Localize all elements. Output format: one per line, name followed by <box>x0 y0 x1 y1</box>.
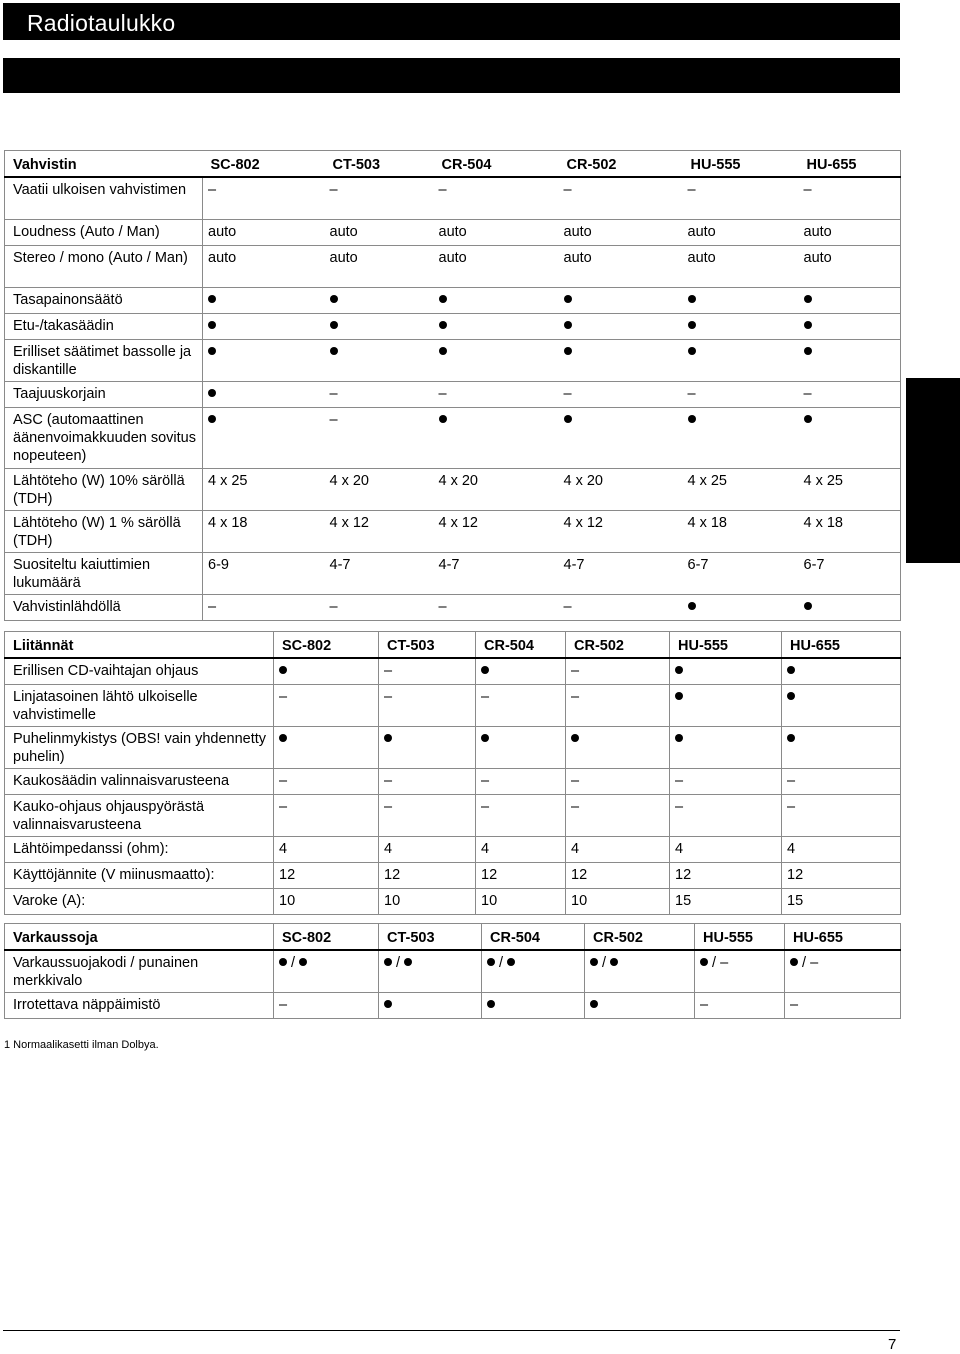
model-column-header: HU-555 <box>683 151 799 178</box>
table-row <box>5 287 901 313</box>
row-value <box>799 594 901 620</box>
row-value <box>683 339 799 381</box>
feature-dot-icon <box>590 958 598 966</box>
row-value: 15 <box>670 888 782 914</box>
row-value: – <box>325 407 434 468</box>
table-row <box>5 219 901 245</box>
row-value <box>325 287 434 313</box>
feature-dot-icon <box>299 958 307 966</box>
row-value: 4-7 <box>325 552 434 594</box>
feature-dot-icon <box>481 734 489 742</box>
feature-dot-icon <box>675 734 683 742</box>
row-value: 4 <box>274 836 379 862</box>
row-value: / <box>379 950 482 993</box>
feature-dot-icon <box>688 295 696 303</box>
anti-theft-table <box>4 923 901 1019</box>
row-label: Etu-/takasäädin <box>5 313 203 339</box>
row-value <box>683 313 799 339</box>
row-value: – <box>799 381 901 407</box>
row-value: auto <box>203 245 325 287</box>
row-value: 4 x 20 <box>434 468 559 510</box>
row-value: 10 <box>566 888 670 914</box>
row-label: Kauko-ohjaus ohjauspyörästä valinnaisvarusteena <box>5 794 274 836</box>
row-value: – <box>379 794 476 836</box>
row-value <box>670 658 782 684</box>
feature-dot-icon <box>208 347 216 355</box>
row-value: – <box>274 768 379 794</box>
row-label: Lähtöteho (W) 1 % säröllä (TDH) <box>5 510 203 552</box>
row-value: 4 <box>379 836 476 862</box>
feature-dot-icon <box>787 692 795 700</box>
feature-dot-icon <box>384 958 392 966</box>
row-value: 4 <box>782 836 901 862</box>
table-row <box>5 245 901 287</box>
row-value: 12 <box>379 862 476 888</box>
row-value: – <box>566 768 670 794</box>
table-row <box>5 510 901 552</box>
row-value: auto <box>434 245 559 287</box>
row-value: – <box>274 794 379 836</box>
row-value <box>325 313 434 339</box>
table-row <box>5 658 901 684</box>
feature-dot-icon <box>787 734 795 742</box>
row-value <box>683 287 799 313</box>
row-value: – <box>785 993 901 1019</box>
row-value: – <box>476 768 566 794</box>
row-value <box>683 407 799 468</box>
row-value: – <box>695 993 785 1019</box>
row-label: Puhelinmykistys (OBS! vain yhdennetty puhelin) <box>5 726 274 768</box>
header-band <box>3 58 900 93</box>
row-value: – <box>782 794 901 836</box>
row-value <box>799 339 901 381</box>
feature-dot-icon <box>688 602 696 610</box>
row-value: / <box>482 950 585 993</box>
row-value: 4 <box>670 836 782 862</box>
feature-dot-icon <box>564 415 572 423</box>
row-value <box>559 339 683 381</box>
feature-dot-icon <box>804 321 812 329</box>
row-label: Linjatasoinen lähtö ulkoiselle vahvistimelle <box>5 684 274 726</box>
model-column-header: CT-503 <box>325 151 434 178</box>
row-value: auto <box>683 219 799 245</box>
feature-dot-icon <box>564 295 572 303</box>
feature-dot-icon <box>279 666 287 674</box>
feature-dot-icon <box>688 347 696 355</box>
feature-dot-icon <box>439 347 447 355</box>
row-label: Varkaussuojakodi / punainen merkkivalo <box>5 950 274 993</box>
row-value <box>325 339 434 381</box>
table-row <box>5 862 901 888</box>
row-value: 4 x 18 <box>799 510 901 552</box>
row-value <box>670 684 782 726</box>
row-value: 15 <box>782 888 901 914</box>
table-row <box>5 407 901 468</box>
feature-dot-icon <box>439 415 447 423</box>
feature-dot-icon <box>384 734 392 742</box>
row-value: 10 <box>379 888 476 914</box>
row-value <box>585 993 695 1019</box>
table-header-row <box>5 632 901 659</box>
feature-dot-icon <box>330 347 338 355</box>
feature-dot-icon <box>675 692 683 700</box>
table-row <box>5 768 901 794</box>
row-value <box>434 339 559 381</box>
feature-dot-icon <box>804 602 812 610</box>
feature-dot-icon <box>564 321 572 329</box>
feature-dot-icon <box>804 415 812 423</box>
table-row <box>5 993 901 1019</box>
table-row <box>5 381 901 407</box>
row-value: 4 x 18 <box>683 510 799 552</box>
row-value: – <box>566 684 670 726</box>
row-label: Vahvistinlähdöllä <box>5 594 203 620</box>
row-value <box>559 287 683 313</box>
row-value: 6-9 <box>203 552 325 594</box>
feature-dot-icon <box>330 295 338 303</box>
table-row <box>5 552 901 594</box>
model-column-header: HU-555 <box>695 924 785 951</box>
row-value <box>203 339 325 381</box>
row-value <box>559 407 683 468</box>
row-value <box>683 594 799 620</box>
row-value: / <box>274 950 379 993</box>
section-side-tab <box>906 378 960 563</box>
model-column-header: CR-502 <box>566 632 670 659</box>
row-value <box>559 313 683 339</box>
model-column-header: CR-502 <box>585 924 695 951</box>
row-value: – <box>476 684 566 726</box>
row-value <box>203 381 325 407</box>
row-value: – <box>274 993 379 1019</box>
row-value: – <box>559 177 683 219</box>
row-value: / – <box>695 950 785 993</box>
row-value <box>782 684 901 726</box>
row-label: Erilliset säätimet bassolle ja diskantille <box>5 339 203 381</box>
row-value: auto <box>799 219 901 245</box>
feature-dot-icon <box>571 734 579 742</box>
model-column-header: HU-655 <box>782 632 901 659</box>
table-row <box>5 339 901 381</box>
model-column-header: SC-802 <box>203 151 325 178</box>
feature-dot-icon <box>590 1000 598 1008</box>
feature-dot-icon <box>804 347 812 355</box>
row-value <box>566 726 670 768</box>
row-value <box>203 313 325 339</box>
feature-dot-icon <box>404 958 412 966</box>
row-value: – <box>683 381 799 407</box>
table-section-heading: Varkaussoja <box>5 924 274 951</box>
row-value: – <box>379 768 476 794</box>
row-value <box>274 726 379 768</box>
table-header-row <box>5 924 901 951</box>
row-value: 12 <box>476 862 566 888</box>
row-value <box>203 407 325 468</box>
row-label: Vaatii ulkoisen vahvistimen <box>5 177 203 219</box>
feature-dot-icon <box>279 958 287 966</box>
feature-dot-icon <box>804 295 812 303</box>
table-section-heading: Vahvistin <box>5 151 203 178</box>
model-column-header: HU-655 <box>785 924 901 951</box>
row-value: – <box>566 658 670 684</box>
table-row <box>5 468 901 510</box>
title-bar <box>3 3 900 40</box>
feature-dot-icon <box>481 666 489 674</box>
feature-dot-icon <box>688 415 696 423</box>
feature-dot-icon <box>330 321 338 329</box>
row-value: auto <box>325 245 434 287</box>
row-value <box>799 407 901 468</box>
feature-dot-icon <box>487 1000 495 1008</box>
row-value: 4 x 25 <box>799 468 901 510</box>
row-value <box>799 287 901 313</box>
row-value <box>482 993 585 1019</box>
footnote: 1 Normaalikasetti ilman Dolbya. <box>4 1039 159 1051</box>
row-value: 4 x 12 <box>434 510 559 552</box>
row-value <box>434 407 559 468</box>
row-value <box>434 287 559 313</box>
feature-dot-icon <box>487 958 495 966</box>
row-value: auto <box>325 219 434 245</box>
feature-dot-icon <box>564 347 572 355</box>
feature-dot-icon <box>507 958 515 966</box>
feature-dot-icon <box>384 1000 392 1008</box>
amplifier-table <box>4 150 901 621</box>
row-label: Taajuuskorjain <box>5 381 203 407</box>
row-label: Lähtöimpedanssi (ohm): <box>5 836 274 862</box>
model-column-header: CT-503 <box>379 632 476 659</box>
row-value: auto <box>559 219 683 245</box>
page-title: Radiotaulukko <box>27 10 176 36</box>
row-value: – <box>434 177 559 219</box>
row-value: auto <box>799 245 901 287</box>
feature-dot-icon <box>688 321 696 329</box>
row-value: 4 x 12 <box>325 510 434 552</box>
row-value: – <box>434 594 559 620</box>
row-value: auto <box>559 245 683 287</box>
table-row <box>5 177 901 219</box>
row-value: 4 x 20 <box>559 468 683 510</box>
row-label: Lähtöteho (W) 10% säröllä (TDH) <box>5 468 203 510</box>
feature-dot-icon <box>439 321 447 329</box>
row-value: – <box>566 794 670 836</box>
model-column-header: CR-504 <box>482 924 585 951</box>
row-value: – <box>203 177 325 219</box>
row-value: – <box>683 177 799 219</box>
table-row <box>5 950 901 993</box>
row-value <box>476 658 566 684</box>
row-value: 4 x 12 <box>559 510 683 552</box>
feature-dot-icon <box>610 958 618 966</box>
row-value: – <box>325 594 434 620</box>
row-value: 4 <box>476 836 566 862</box>
row-value: – <box>559 381 683 407</box>
feature-dot-icon <box>208 415 216 423</box>
row-value: 4-7 <box>434 552 559 594</box>
row-value: – <box>203 594 325 620</box>
bottom-rule <box>3 1330 900 1331</box>
row-value: / – <box>785 950 901 993</box>
row-value <box>203 287 325 313</box>
row-label: ASC (automaattinen äänenvoimakkuuden sovitus nopeuteen) <box>5 407 203 468</box>
row-label: Irrotettava näppäimistö <box>5 993 274 1019</box>
row-value: 12 <box>782 862 901 888</box>
table-row <box>5 836 901 862</box>
feature-dot-icon <box>208 321 216 329</box>
model-column-header: CR-504 <box>434 151 559 178</box>
table-header-row <box>5 151 901 178</box>
row-value: – <box>434 381 559 407</box>
row-value: – <box>325 177 434 219</box>
row-value: 4 x 25 <box>203 468 325 510</box>
row-label: Varoke (A): <box>5 888 274 914</box>
row-label: Tasapainonsäätö <box>5 287 203 313</box>
row-value: – <box>782 768 901 794</box>
table-row <box>5 313 901 339</box>
row-value: – <box>670 768 782 794</box>
row-value: 10 <box>476 888 566 914</box>
row-value: – <box>670 794 782 836</box>
model-column-header: CR-502 <box>559 151 683 178</box>
row-label: Kaukosäädin valinnaisvarusteena <box>5 768 274 794</box>
table-row <box>5 888 901 914</box>
row-value: 4 x 25 <box>683 468 799 510</box>
model-column-header: SC-802 <box>274 632 379 659</box>
feature-dot-icon <box>208 389 216 397</box>
row-label: Käyttöjännite (V miinusmaatto): <box>5 862 274 888</box>
row-value: 10 <box>274 888 379 914</box>
feature-dot-icon <box>675 666 683 674</box>
row-label: Erillisen CD-vaihtajan ohjaus <box>5 658 274 684</box>
row-value: auto <box>683 245 799 287</box>
row-value: – <box>325 381 434 407</box>
row-value: – <box>379 658 476 684</box>
row-value <box>782 658 901 684</box>
row-label: Suositeltu kaiuttimien lukumäärä <box>5 552 203 594</box>
table-row <box>5 726 901 768</box>
feature-dot-icon <box>208 295 216 303</box>
row-value: 4 x 20 <box>325 468 434 510</box>
row-value: – <box>799 177 901 219</box>
table-row <box>5 594 901 620</box>
row-value <box>434 313 559 339</box>
row-value: auto <box>203 219 325 245</box>
row-value: – <box>476 794 566 836</box>
row-value: auto <box>434 219 559 245</box>
table-row <box>5 684 901 726</box>
row-value <box>379 993 482 1019</box>
feature-dot-icon <box>439 295 447 303</box>
row-value <box>379 726 476 768</box>
model-column-header: HU-555 <box>670 632 782 659</box>
feature-dot-icon <box>790 958 798 966</box>
row-value <box>274 658 379 684</box>
model-column-header: CR-504 <box>476 632 566 659</box>
connections-table <box>4 631 901 915</box>
row-value <box>670 726 782 768</box>
row-value <box>476 726 566 768</box>
page-number: 7 <box>888 1336 897 1353</box>
row-value: – <box>379 684 476 726</box>
row-value: 6-7 <box>683 552 799 594</box>
row-value: – <box>559 594 683 620</box>
row-label: Loudness (Auto / Man) <box>5 219 203 245</box>
model-column-header: HU-655 <box>799 151 901 178</box>
feature-dot-icon <box>700 958 708 966</box>
row-value: 12 <box>670 862 782 888</box>
model-column-header: CT-503 <box>379 924 482 951</box>
table-section-heading: Liitännät <box>5 632 274 659</box>
row-value: 6-7 <box>799 552 901 594</box>
row-value: 4-7 <box>559 552 683 594</box>
feature-dot-icon <box>787 666 795 674</box>
row-value: / <box>585 950 695 993</box>
row-value: 12 <box>566 862 670 888</box>
row-value <box>799 313 901 339</box>
row-value: – <box>274 684 379 726</box>
model-column-header: SC-802 <box>274 924 379 951</box>
row-label: Stereo / mono (Auto / Man) <box>5 245 203 287</box>
row-value <box>782 726 901 768</box>
row-value: 12 <box>274 862 379 888</box>
table-row <box>5 794 901 836</box>
feature-dot-icon <box>279 734 287 742</box>
row-value: 4 x 18 <box>203 510 325 552</box>
row-value: 4 <box>566 836 670 862</box>
